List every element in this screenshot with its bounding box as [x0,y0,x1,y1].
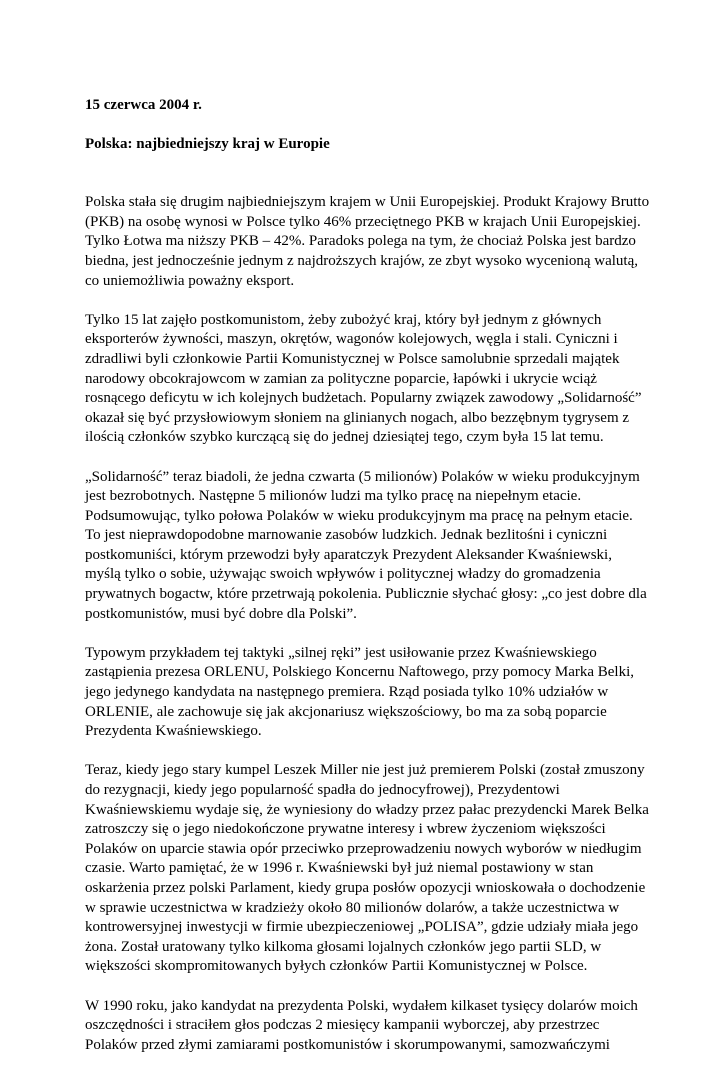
paragraph-line: zdradliwi byli członkowie Partii Komunistycznej w Polsce samolubnie sprzedali majątek [85,350,620,367]
paragraph-line: oskarżenia przez polski Parlament, kiedy grupa posłów opozycji wnioskowała o dochodzenie [85,879,646,896]
paragraph-line: rosnącego deficytu w ich kolejnych budżetach. Popularny związek zawodowy „Solidarność” [85,390,642,407]
paragraph [85,997,645,1056]
paragraph-line: Podsumowując, tylko połowa Polaków w wieku produkcyjnym ma pracę na pełnym etacie. [85,507,633,524]
paragraph [85,468,645,625]
paragraph-line: Polaków przed złymi zamiarami postkomunistów i skorumpowanymi, samozwańczymi [85,1036,610,1053]
paragraph-line: narodowy obcokrajowcom w zamian za polityczne poparcie, łapówki i ukrycie wciąż [85,370,597,387]
paragraph [85,311,645,448]
paragraph-line: W 1990 roku, jako kandydat na prezydenta Polski, wydałem kilkaset tysięcy dolarów moich [85,997,638,1014]
paragraph-line: kontrowersyjnej inwestycji w firmie ubezpieczeniowej „POLISA”, gdzie udziały miała jego [85,919,639,936]
paragraph-line: oszczędności i straciłem głos podczas 2 miesięcy kampanii wyborczej, aby przestrzec [85,1017,600,1034]
paragraph-line: żona. Został uratowany tylko kilkoma głosami lojalnych członków jego partii SLD, w [85,938,602,955]
paragraph-line: zastąpienia prezesa ORLENU, Polskiego Koncernu Naftowego, przy pomocy Marka Belki, [85,664,635,681]
paragraph-line: w sprawie uczestnictwa w kradzieży około 80 milionów dolarów, a także uczestnictwa w [85,899,620,916]
paragraph-line: co uniemożliwia poważny eksport. [85,272,295,289]
paragraph-line: okazał się być przysłowiowym słoniem na glinianych nogach, albo bezzębnym tygrysem z [85,409,630,426]
document-title: Polska: najbiedniejszy kraj w Europie [85,135,330,152]
paragraph-line: „Solidarność” teraz biadoli, że jedna czwarta (5 milionów) Polaków w wieku produkcyjnym [85,468,640,485]
paragraph-line: Teraz, kiedy jego stary kumpel Leszek Miller nie jest już premierem Polski (został zmuszony [85,762,645,779]
paragraph-line: prywatnych bogactw, które przetrwają pokolenia. Publicznie słychać głosy: „co jest dobre dla [85,586,647,603]
paragraph-line: Polska stała się drugim najbiedniejszym krajem w Unii Europejskiej. Produkt Krajowy Brutto [85,194,650,211]
paragraph-line: jest bezrobotnych. Następne 5 milionów ludzi ma tylko pracę na niepełnym etacie. [85,488,582,505]
paragraph [85,193,650,291]
paragraph-line: Polaków on uparcie stawia opór przeciwko przeprowadzeniu nowych wyborów w niedługim [85,840,642,857]
paragraph-line: ORLENIE, ale zachowuje się jak akcjonariusz większościowy, bo ma za sobą poparcie [85,703,607,720]
paragraph-line: myślą tylko o sobie, używając swoich wpływów i politycznej władzy do gromadzenia [85,566,601,583]
paragraph-line: Prezydenta Kwaśniewskiego. [85,723,262,740]
paragraph-line: czasie. Warto pamiętać, że w 1996 r. Kwaśniewski był już niemal postawiony w stan [85,860,594,877]
paragraph-line: (PKB) na osobę wynosi w Polsce tylko 46% przeciętnego PKB w krajach Unii Europejskiej. [85,213,641,230]
paragraph-line: Kwaśniewskiemu wydaje się, że wyniesiony do władzy przez pałac prezydencki Marek Belka [85,801,649,818]
paragraph-line: To jest nieprawdopodobne marnowanie zasobów ludzkich. Jednak bezlitośni i cyniczni [85,527,608,544]
paragraph-line: Typowym przykładem tej taktyki „silnej ręki” jest usiłowanie przez Kwaśniewskiego [85,644,597,661]
document-body [85,193,650,1055]
paragraph-line: postkomunistów, musi być dobre dla Polski”. [85,605,357,622]
paragraph [85,761,649,977]
paragraph-line: jego jedynego kandydata na następnego premiera. Rząd posiada tylko 10% udziałów w [85,684,609,701]
paragraph-line: zatroszczy się o jego niedokończone prywatne interesy i wbrew życzeniom większości [85,821,606,838]
paragraph-line: biedna, jest jednocześnie jednym z najdroższych krajów, ze zbyt wysoko wycenioną walutą, [85,252,639,269]
paragraph-line: postkomuniści, którym przewodzi były aparatczyk Prezydent Aleksander Kwaśniewski, [85,546,612,563]
document-page [85,96,650,1075]
paragraph-line: większości skompromitowanych byłych członków Partii Komunistycznej w Polsce. [85,958,588,975]
document-date: 15 czerwca 2004 r. [85,97,202,113]
paragraph-line: Tylko Łotwa ma niższy PKB – 42%. Paradoks polega na tym, że chociaż Polska jest bardzo [85,233,636,250]
paragraph [85,644,645,742]
paragraph-line: ilością członków szybko kurczącą się do jednej dziesiątej tego, czym była 15 lat temu. [85,429,604,446]
paragraph-line: do rezygnacji, kiedy jego popularność spadła do jednocyfrowej), Prezydentowi [85,782,560,798]
paragraph-line: eksporterów żywności, maszyn, okrętów, wagonów kolejowych, węgla i stali. Cyniczni i [85,331,618,348]
paragraph-line: Tylko 15 lat zajęło postkomunistom, żeby zubożyć kraj, który był jednym z głównych [85,311,602,328]
